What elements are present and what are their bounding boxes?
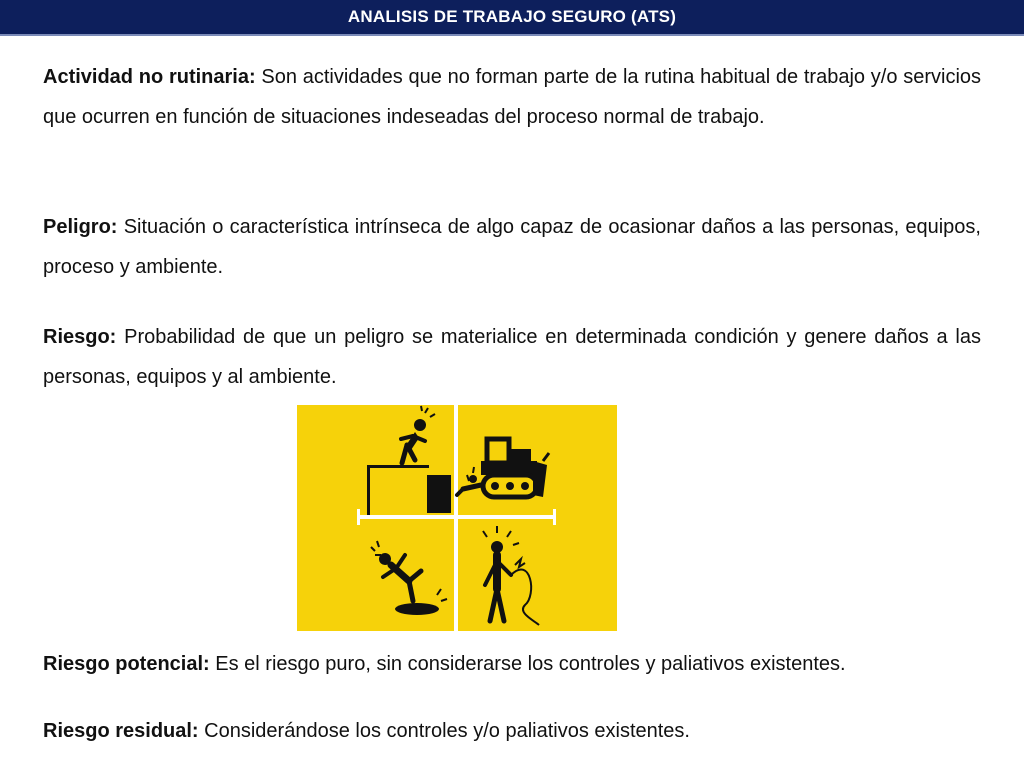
definition-text: Probabilidad de que un peligro se materialice en determinada condición y genere daños a las personas, equipos y al ambiente. [43,326,981,388]
header-bar [0,0,1024,36]
definition-text: Son actividades que no forman parte de la rutina habitual de trabajo y/o servicios que ocurren en función de situaciones indeseadas del proceso normal de trabajo. [43,66,982,128]
definition-text: Considerándose los controles y/o paliativos existentes. [198,720,690,742]
definition-actividad-no-rutinaria [43,57,981,137]
definition-term: Riesgo: [43,326,117,348]
page-title: ANALISIS DE TRABAJO SEGURO (ATS) [347,7,677,26]
definition-riesgo-potencial [43,644,981,684]
definition-peligro [43,207,981,287]
definition-term: Actividad no rutinaria: [43,66,256,88]
definition-text: Situación o característica intrínseca de algo capaz de ocasionar daños a las personas, equipos, proceso y ambiente. [43,216,981,278]
definition-riesgo-residual [43,711,981,751]
definition-term: Peligro: [43,216,118,238]
definition-text: Es el riesgo puro, sin considerarse los controles y paliativos existentes. [209,653,846,675]
definition-riesgo [43,317,981,397]
definition-term: Riesgo residual: [43,720,199,742]
hazard-pictogram-icon [297,405,617,631]
definition-term: Riesgo potencial: [43,653,210,675]
